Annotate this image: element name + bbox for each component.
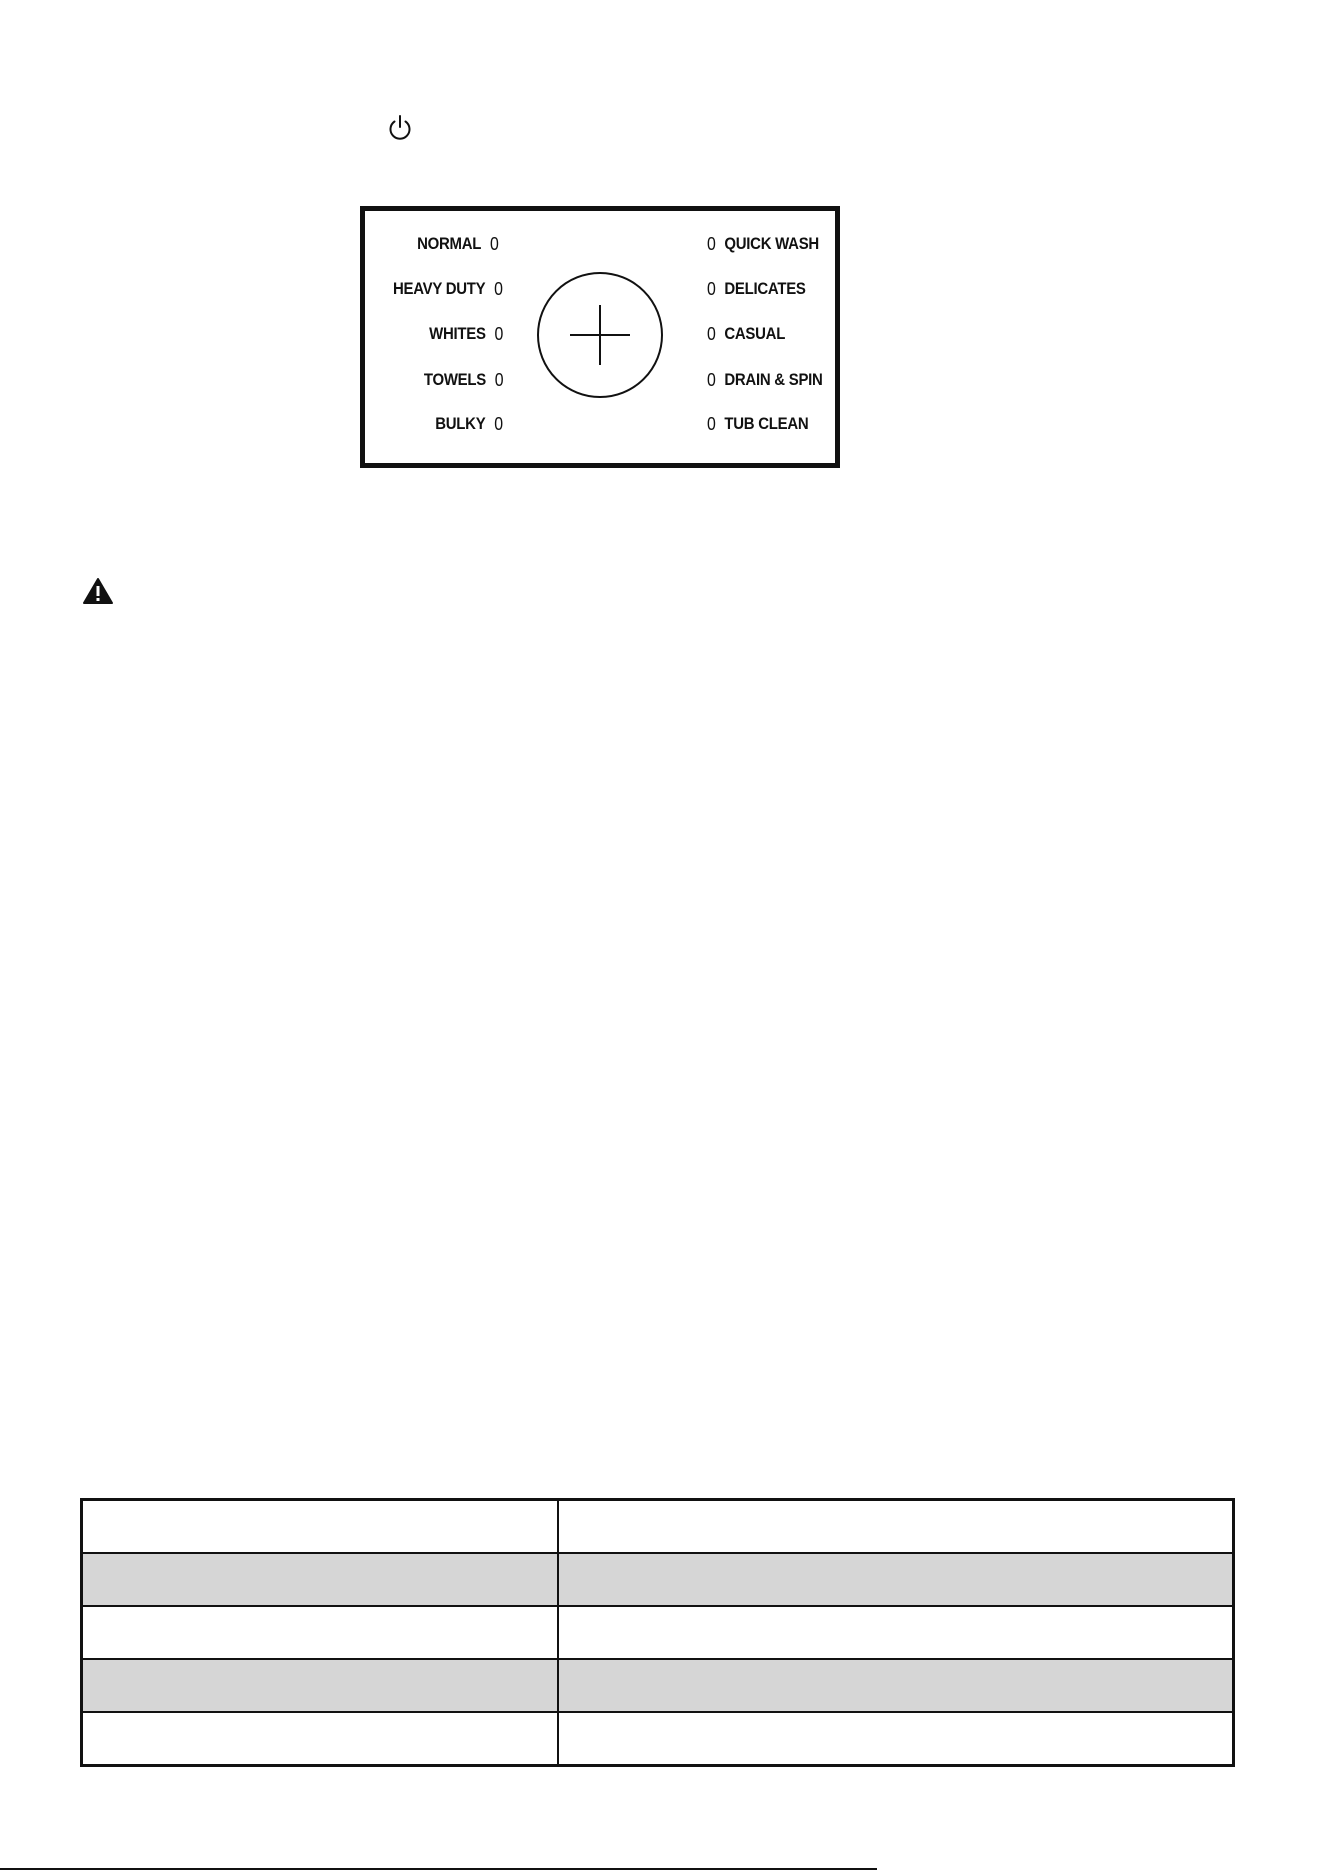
cycle-indicator: 0: [494, 370, 503, 390]
cycle-tub-clean[interactable]: [707, 413, 808, 435]
table-row: [82, 1606, 1234, 1659]
cycle-quick-wash[interactable]: [707, 233, 819, 255]
cycle-label: HEAVY DUTY: [393, 279, 486, 298]
cycle-label: NORMAL: [417, 234, 482, 253]
cycle-towels[interactable]: [424, 369, 503, 391]
table-cell: [82, 1553, 558, 1606]
power-icon: [386, 113, 414, 143]
warning-triangle-icon: [82, 577, 114, 605]
cycle-label: CASUAL: [724, 324, 786, 343]
table-cell: [558, 1712, 1234, 1766]
table-row: [82, 1500, 1234, 1554]
cycle-indicator: 0: [490, 234, 499, 254]
cycle-whites[interactable]: [429, 323, 503, 345]
table-cell: [558, 1500, 1234, 1554]
table-row: [82, 1553, 1234, 1606]
cycle-label: DELICATES: [724, 279, 806, 298]
cycle-indicator: 0: [707, 414, 716, 434]
table-cell: [558, 1606, 1234, 1659]
table-row: [82, 1712, 1234, 1766]
cycle-indicator: 0: [707, 279, 716, 299]
cycle-normal[interactable]: [418, 233, 499, 255]
table-cell: [82, 1606, 558, 1659]
cycle-drain-spin[interactable]: [707, 369, 823, 391]
specification-table: [80, 1498, 1235, 1767]
cycle-bulky[interactable]: [435, 413, 503, 435]
table-cell: [558, 1659, 1234, 1712]
cycle-selector-dial[interactable]: [535, 270, 665, 400]
cycle-label: DRAIN & SPIN: [724, 370, 823, 389]
cycle-indicator: 0: [494, 324, 503, 344]
cycle-indicator: 0: [494, 414, 503, 434]
table-cell: [82, 1712, 558, 1766]
cycle-label: BULKY: [435, 414, 486, 433]
table-cell: [82, 1500, 558, 1554]
table-cell: [558, 1553, 1234, 1606]
cycle-indicator: 0: [707, 370, 716, 390]
table-row: [82, 1659, 1234, 1712]
cycle-casual[interactable]: [707, 323, 785, 345]
cycle-label: QUICK WASH: [724, 234, 819, 253]
cycle-indicator: 0: [707, 324, 716, 344]
cycle-label: TOWELS: [423, 370, 486, 389]
cycle-label: WHITES: [429, 324, 486, 343]
cycle-indicator: 0: [707, 234, 716, 254]
cycle-delicates[interactable]: [707, 278, 806, 300]
cycle-control-panel: [360, 206, 840, 468]
cycle-heavy-duty[interactable]: [393, 278, 503, 300]
footer-rule: [0, 1868, 877, 1870]
cycle-label: TUB CLEAN: [724, 414, 809, 433]
cycle-indicator: 0: [494, 279, 503, 299]
table-cell: [82, 1659, 558, 1712]
